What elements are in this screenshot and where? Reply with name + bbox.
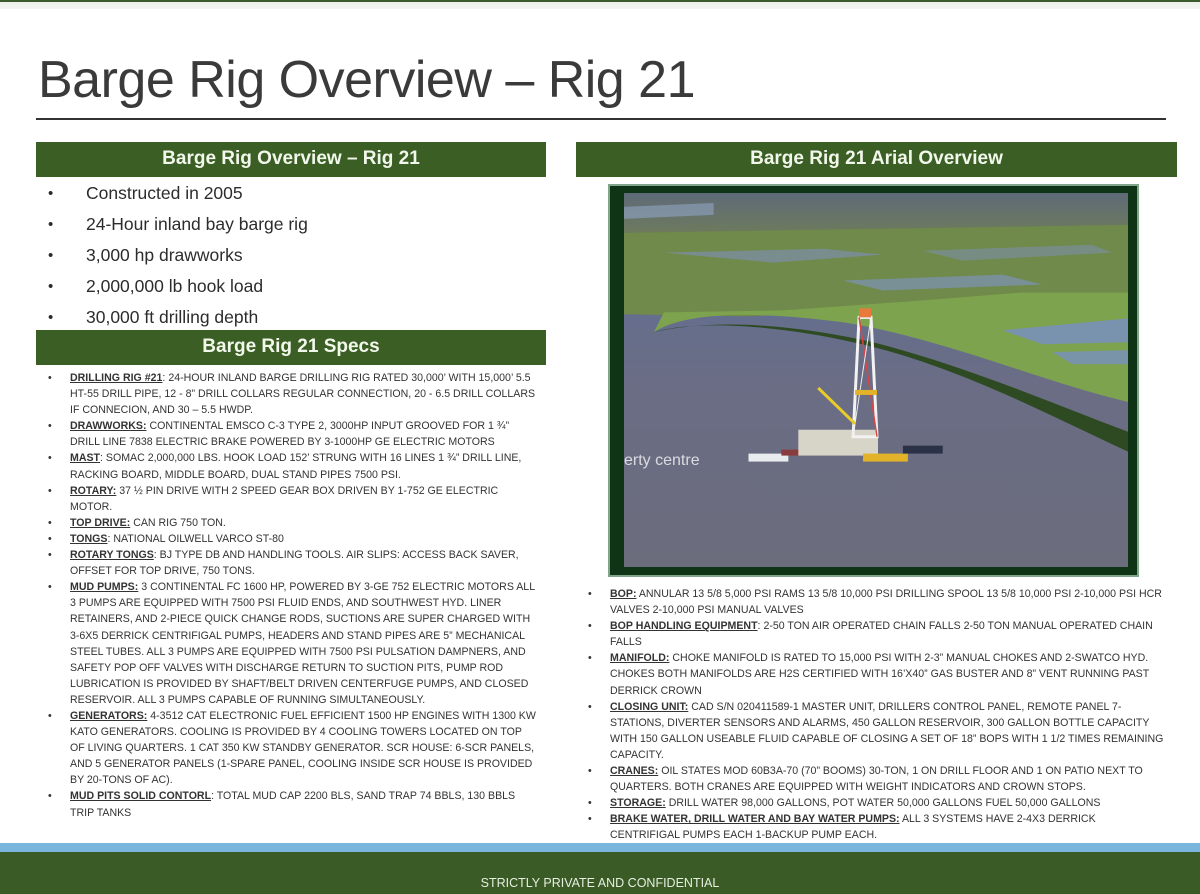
spec-label: ROTARY: <box>70 484 117 497</box>
spec-item: • BOP HANDLING EQUIPMENT: 2-50 TON AIR OPERATED CHAIN FALLS 2-50 TON MANUAL OPERATED CHAIN FALLS <box>576 618 1166 650</box>
spec-text: ANNULAR 13 5/8 5,000 PSI RAMS 13 5/8 10,000 PSI DRILLING SPOOL 13 5/8 10,000 PSI 2-10,000 PSI HCR VALVES 2-10,000 PSI MANUAL VALVES <box>610 588 1162 617</box>
spec-item <box>36 708 536 788</box>
spec-text: ALL 3 SYSTEMS HAVE 2-4X3 DERRICK CENTRIFIGAL PUMPS EACH 1-BACKUP PUMP EACH. <box>610 813 1096 842</box>
spec-text: BJ TYPE DB AND HANDLING TOOLS. AIR SLIPS: ACCESS BACK SAVER, OFFSET FOR TOP DRIVE, 750 TONS. <box>70 549 519 578</box>
spec-text: CAD S/N 020411589-1 MASTER UNIT, DRILLERS CONTROL PANEL, REMOTE PANEL 7-STATIONS, DIVERTER SENSORS AND ALARMS, 450 GALLON RESERVOIR, 300 GALLON BOTTLE CAPACITY WITH 150 GALLON USEABLE FLUID CAPABLE OF CLOSING A SET OF 18” BOPS WITH 1 1/2 TIMES REMAINING CAPACITY. <box>610 700 1164 761</box>
footer <box>0 852 1200 894</box>
spec-label: MUD PITS SOLID CONTORL <box>70 790 212 803</box>
spec-label: MUD PUMPS: <box>70 581 139 594</box>
overview-item: • 2,000,000 lb hook load <box>36 271 546 302</box>
spec-item <box>576 795 1166 811</box>
spec-item <box>36 515 536 531</box>
spec-item <box>576 763 1166 795</box>
spec-label: ROTARY TONGS <box>70 549 154 562</box>
photo-frame <box>608 184 1139 577</box>
spec-item: • MAST: SOMAC 2,000,000 LBS. HOOK LOAD 152’ STRUNG WITH 16 LINES 1 ¾” DRILL LINE, RACKING BOARD, MIDDLE BOARD, DUAL STAND PIPES 7500 PSI. <box>36 450 536 482</box>
specs-heading: Barge Rig 21 Specs <box>36 330 546 365</box>
spec-text: CONTINENTAL EMSCO C-3 TYPE 2, 3000HP INPUT GROOVED FOR 1 ¾” DRILL LINE 7838 ELECTRIC BRAKE POWERED BY 3-1000HP GE ELECTRIC MOTORS <box>70 420 510 449</box>
spec-item: • ROTARY TONGS: BJ TYPE DB AND HANDLING TOOLS. AIR SLIPS: ACCESS BACK SAVER, OFFSET FOR TOP DRIVE, 750 TONS. <box>36 547 536 579</box>
overview-item: • 24-Hour inland bay barge rig <box>36 209 546 240</box>
spec-item <box>576 699 1166 763</box>
aerial-photo-image <box>624 193 1128 567</box>
spec-label: DRAWWORKS: <box>70 420 147 433</box>
page-title: Barge Rig Overview – Rig 21 <box>38 51 696 109</box>
spec-item <box>576 811 1166 843</box>
spec-item <box>36 579 536 708</box>
spec-item: • MUD PITS SOLID CONTORL: TOTAL MUD CAP 2200 BLS, SAND TRAP 74 BBLS, 130 BBLS TRIP TANKS <box>36 788 536 820</box>
title-divider <box>36 118 1166 120</box>
footer-accent-bar <box>0 843 1200 852</box>
spec-label: TOP DRIVE: <box>70 516 131 529</box>
spec-text: OIL STATES MOD 60B3A-70 (70” BOOMS) 30-TON, 1 ON DRILL FLOOR AND 1 ON PATIO NEXT TO QUARTERS. BOTH CRANES ARE EQUIPPED WITH WEIGHT INDICATORS AND CROWN STOPS. <box>610 765 1143 794</box>
overview-item: • 3,000 hp drawworks <box>36 240 546 271</box>
spec-label: CLOSING UNIT: <box>610 700 689 713</box>
spec-label: DRILLING RIG #21 <box>70 372 163 384</box>
aerial-photo <box>624 193 1128 567</box>
spec-label: BOP HANDLING EQUIPMENT <box>610 620 758 633</box>
spec-text: 2-50 TON AIR OPERATED CHAIN FALLS 2-50 TON MANUAL OPERATED CHAIN FALLS <box>610 620 1153 649</box>
spec-label: BRAKE WATER, DRILL WATER AND BAY WATER PUMPS: <box>610 813 900 826</box>
spec-text: SOMAC 2,000,000 LBS. HOOK LOAD 152’ STRUNG WITH 16 LINES 1 ¾” DRILL LINE, RACKING BOARD, MIDDLE BOARD, DUAL STAND PIPES 7500 PSI. <box>70 452 522 481</box>
spec-label: BOP: <box>610 588 637 600</box>
spec-text: 3 CONTINENTAL FC 1600 HP, POWERED BY 3-GE 752 ELECTRIC MOTORS ALL 3 PUMPS ARE EQUIPPED WITH 7500 PSI FLUID ENDS, AND SOUTHWEST HYD. LINER RETAINERS, AND 2-PIECE QUICK CHANGE RODS, SUCTIONS ARE SUPER CHARGED WITH 3-6X5 DERRICK CENTRIFIGAL PUMPS, HEADERS AND STAND PIPES ARE 5” MECHANICAL STEEL TUBES. ALL 3 PUMPS ARE EQUIPPED WITH 7500 PSI PULSATION DAMPNERS, AND SAFETY POP OFF VALVES WITH DISCHARGE RETURN TO SUCTION PITS, PUMP ROD LUBRICATION IS PROVIDED BY SHAFT/BELT DRIVEN CENTERFUGE PUMPS, AND CLOSED RESERVOIR. ALL 3 PUMPS CAPABLE OF RUNNING SIMULTANEOUSLY. <box>70 581 535 706</box>
spec-text: 4-3512 CAT ELECTRONIC FUEL EFFICIENT 1500 HP ENGINES WITH 1300 KW KATO GENERATORS. COOLING IS PROVIDED BY 4 COOLING TOWERS LOCATED ON TOP OF LIVING QUARTERS. 1 CAT 350 KW STANDBY GENERATOR. SCR HOUSE: 6-SCR PANELS, AND 5 GENERATOR PANELS (1-SPARE PANEL, COOLING INSIDE SCR HOUSE IS PROVIDED BY 20-TONS OF AC). <box>70 709 536 787</box>
spec-label: GENERATORS: <box>70 709 148 722</box>
overview-item: • Constructed in 2005 <box>36 178 546 209</box>
top-border <box>0 0 1200 9</box>
spec-text: CHOKE MANIFOLD IS RATED TO 15,000 PSI WITH 2-3” MANUAL CHOKES AND 2-SWATCO HYD. CHOKES BOTH MANIFOLDS ARE H2S CERTIFIED WITH 16’X40” GAS BUSTER AND 8” VENT RUNNING PAST DERRICK CROWN <box>610 652 1150 697</box>
specs-list-left <box>36 370 536 821</box>
overview-heading: Barge Rig Overview – Rig 21 <box>36 142 546 177</box>
spec-item <box>576 650 1166 698</box>
spec-label: STORAGE: <box>610 797 666 810</box>
spec-item: • TONGS: NATIONAL OILWELL VARCO ST-80 <box>36 531 536 547</box>
spec-label: CRANES: <box>610 765 659 778</box>
spec-item: • DRILLING RIG #21: 24-HOUR INLAND BARGE DRILLING RIG RATED 30,000’ WITH 15,000’ 5.5 HT-55 DRILL PIPE, 12 - 8” DRILL COLLARS REGULAR CONNECTION, 20 - 6.5 DRILL COLLARS IF CONNECION, AND 30 – 5.5 HWDP. <box>36 370 536 418</box>
watermark-text: erty centre <box>624 452 700 469</box>
overview-item: • 30,000 ft drilling depth <box>36 302 546 333</box>
spec-label: TONGS <box>70 532 108 545</box>
spec-text: 24-HOUR INLAND BARGE DRILLING RIG RATED 30,000’ WITH 15,000’ 5.5 HT-55 DRILL PIPE, 12 - 8” DRILL COLLARS REGULAR CONNECTION, 20 - 6.5 DRILL COLLARS IF CONNECION, AND 30 – 5.5 HWDP. <box>70 372 536 417</box>
spec-text: CAN RIG 750 TON. <box>133 516 226 529</box>
spec-label: MANIFOLD: <box>610 652 670 665</box>
specs-list-right <box>576 586 1166 844</box>
spec-item <box>36 483 536 515</box>
spec-text: DRILL WATER 98,000 GALLONS, POT WATER 50,000 GALLONS FUEL 50,000 GALLONS <box>668 797 1101 810</box>
spec-text: NATIONAL OILWELL VARCO ST-80 <box>113 532 284 545</box>
overview-list <box>36 178 546 333</box>
photo-heading: Barge Rig 21 Arial Overview <box>576 142 1177 177</box>
spec-label: MAST <box>70 452 101 465</box>
spec-item <box>576 586 1166 618</box>
spec-text: TOTAL MUD CAP 2200 BLS, SAND TRAP 74 BBLS, 130 BBLS TRIP TANKS <box>70 790 516 819</box>
spec-text: 37 ½ PIN DRIVE WITH 2 SPEED GEAR BOX DRIVEN BY 1-752 GE ELECTRIC MOTOR. <box>70 484 499 513</box>
footer-confidential-text: STRICTLY PRIVATE AND CONFIDENTIAL <box>480 876 720 890</box>
spec-item <box>36 418 536 450</box>
